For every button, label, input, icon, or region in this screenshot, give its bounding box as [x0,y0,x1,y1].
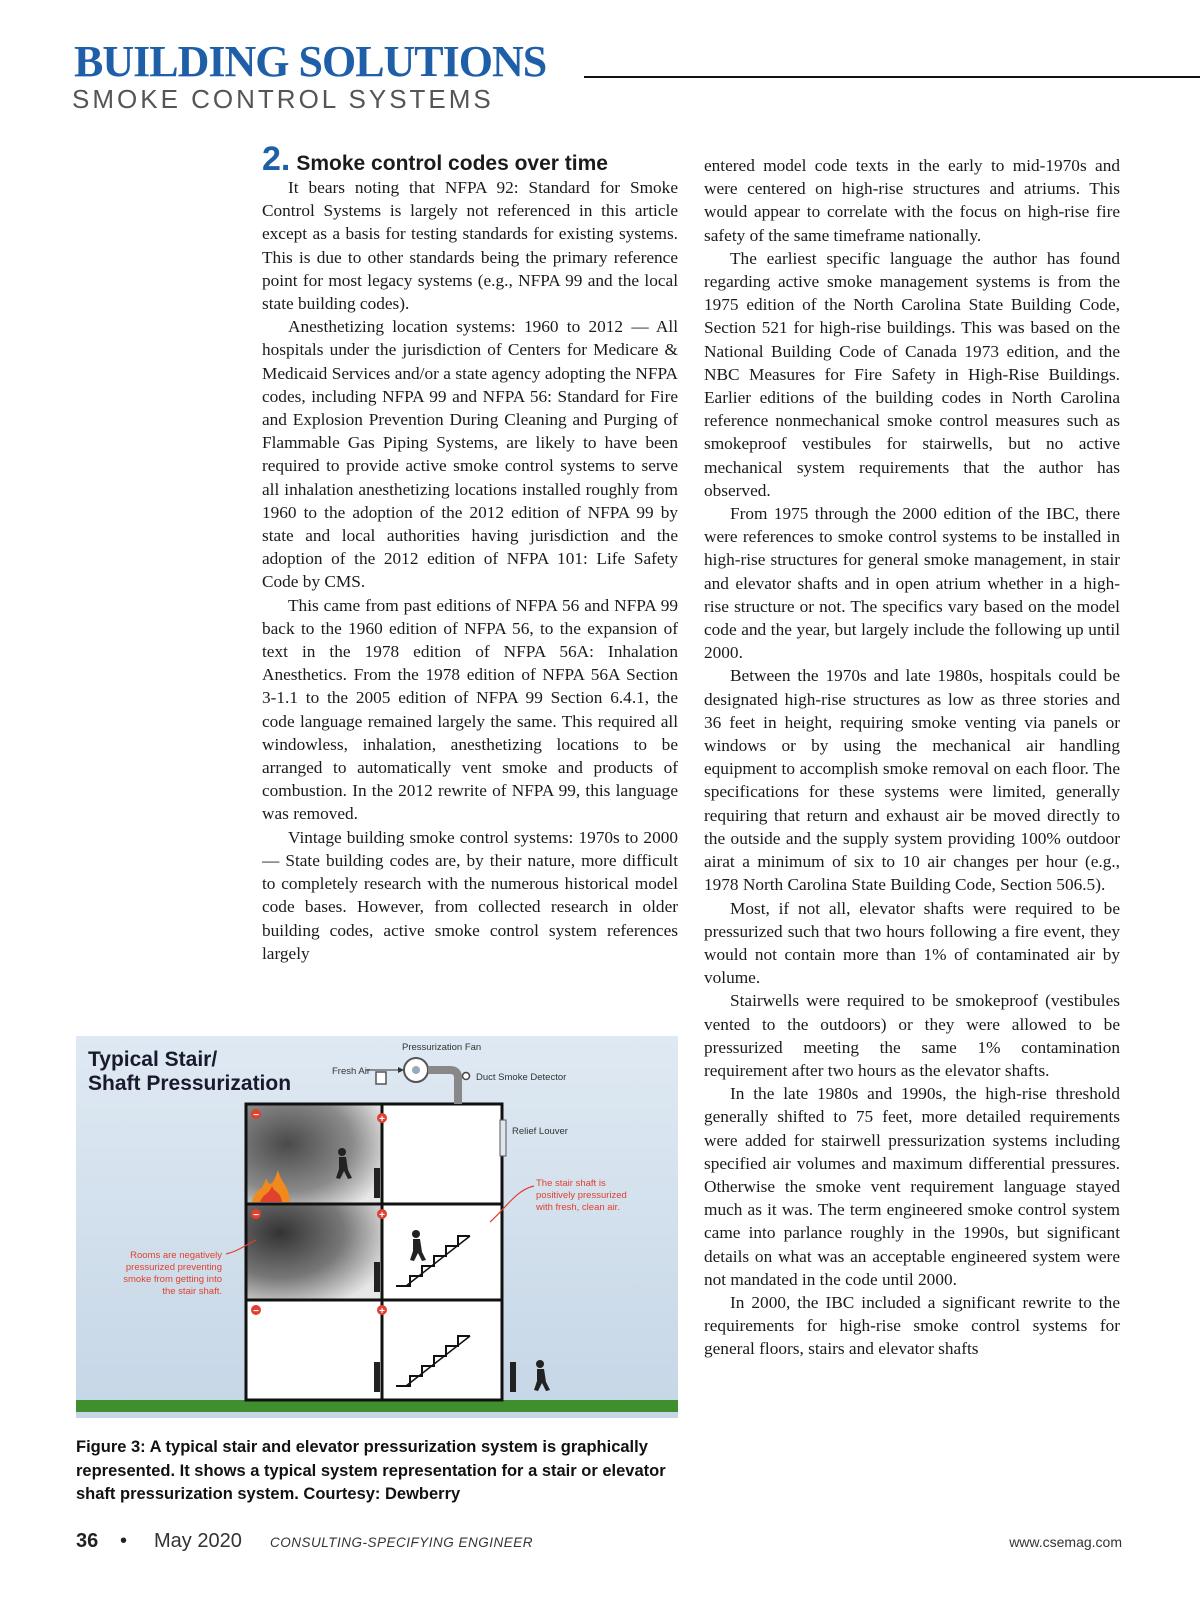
plus-sign: + [379,1210,385,1221]
room-floor-1 [246,1300,382,1400]
publication-name: CONSULTING-SPECIFYING ENGINEER [270,1535,534,1550]
louver-label: Relief Louver [512,1126,568,1137]
room-note-line: pressurized preventing [125,1262,222,1273]
paragraph: This came from past editions of NFPA 56 and NFPA 99 back to the 1960 edition of NFPA 56, to the expansion of text in the 1978 edition of NFPA 56A: Inhalation Anesthetics. From the 1978 edition of NFPA 56A Section 3-1.1 to the 2005 edition of NFPA 99 Section 6.4.1, the code language remained largely the same. This required all windowless, inhalation, anesthetizing locations to be arranged to automatically vent smoke and products of combustion. In the 2012 rewrite of NFPA 99, this language was removed. [262,595,678,824]
room-note-line: smoke from getting into [123,1274,222,1285]
footer-bullet: • [120,1530,128,1552]
stair-note-line: The stair shaft is [536,1178,606,1189]
paragraph: In 2000, the IBC included a significant rewrite to the requirements for high-rise smoke control systems for general floors, stairs and elevator shafts [704,1292,1120,1359]
paragraph: Stairwells were required to be smokeproof (vestibules vented to the outdoors) or they were allowed to be pressurized meeting the same 1% contamination requirement after two hours as the elevator shafts. [704,991,1120,1080]
room-floor-2 [246,1204,382,1300]
pressurization-diagram [76,1036,678,1418]
page-number: 36 [76,1530,99,1552]
minus-sign: − [253,1306,259,1317]
paragraph: Between the 1970s and late 1980s, hospitals could be designated high-rise structures as low as three stories and 36 feet in height, requiring smoke venting via panels or windows or by using the mechanical air handling equipment to accomplish smoke removal on each floor. The specifications for these systems were limited, generally requiring that return and exhaust air be moved directly to the outside and the supply system providing 100% outdoor airat a minimum of six to 10 air changes per hour (e.g., 1978 North Carolina State Building Code, Section 506.5). [704,666,1120,895]
paragraph: Anesthetizing location systems: 1960 to 2012 — All hospitals under the jurisdiction of Centers for Medicare & Medicaid Services and/or a state agency adopting the NFPA codes, including NFPA 99 and NFPA 56: Standard for Fire and Explosion Prevention During Cleaning and Purging of Flammable Gas Piping Systems, are likely to have been required to provide active smoke control systems to serve all inhalation anesthetizing locations installed roughly from 1960 to the adoption of the 2012 edition of NFPA 99 by state and local authorities having jurisdiction and the adoption of the 2012 edition of NFPA 101: Life Safety Code by CMS. [262,317,678,592]
fresh-air-label: Fresh Air [332,1066,371,1077]
paragraph: The earliest specific language the author has found regarding active smoke management systems is from the 1975 edition of the North Carolina State Building Code, Section 521 for high-rise buildings. This was based on the National Building Code of Canada 1973 edition, and the NBC Measures for Fire Safety in High-Rise Buildings. Earlier editions of the building codes in North Carolina reference nonmechanical smoke control measures such as smokeproof vestibules for stairwells, but no active mechanical system requirements that the author has observed. [704,248,1120,500]
page-footer [76,1530,1122,1556]
section-title: Smoke control codes over time [296,152,608,175]
paragraph: entered model code texts in the early to mid-1970s and were centered on high-rise structures and atriums. This would appear to correlate with the focus on high-rise fire safety of the same timeframe nationally. [704,156,1120,245]
fan-label: Pressurization Fan [402,1042,482,1053]
figure-title-line2: Shaft Pressurization [88,1072,292,1095]
minus-sign: − [253,1110,259,1121]
header-rule [584,76,1200,78]
header-title: BUILDING SOLUTIONS [74,37,547,86]
paragraph: It bears noting that NFPA 92: Standard for Smoke Control Systems is largely not referenced in this article except as a basis for testing standards for existing systems. This is due to other standards being the primary reference point for most legacy systems (e.g., NFPA 99 and the local state building codes). [262,178,678,314]
paragraph: Most, if not all, elevator shafts were required to be pressurized such that two hours following a fire event, they would not contain more than 1% of contaminated air by volume. [704,898,1120,988]
header-subtitle: SMOKE CONTROL SYSTEMS [72,84,494,114]
room-note-line: the stair shaft. [162,1286,222,1297]
section-heading [262,142,608,176]
plus-sign: + [379,1306,385,1317]
ground-strip [76,1400,678,1412]
paragraph: Vintage building smoke control systems: 1970s to 2000 — State building codes are, by their nature, more difficult to completely research with the numerous historical model code bases. However, from collected research in older building codes, active smoke control system references largely [262,827,678,963]
stair-note-line: with fresh, clean air. [536,1202,620,1213]
paragraph: In the late 1980s and 1990s, the high-rise threshold generally shifted to 75 feet, more detailed requirements were added for stairwell pressurization systems including specified air volumes and maximum differential pressures. Otherwise the smoke vent requirement language stayed much as it was. The term engineered smoke control system came into parlance roughly in the 1990s, but significant details on what was an acceptable engineered system were not mandated in the code until 2000. [704,1084,1120,1289]
section-number: 2. [262,140,291,178]
issue-date: May 2020 [154,1530,242,1552]
article-column-1 [262,176,678,1018]
figure-title-line1: Typical Stair/ [88,1048,218,1071]
stair-note-line: positively pressurized [536,1190,627,1201]
room-note-line: Rooms are negatively [130,1250,222,1261]
detector-label: Duct Smoke Detector [476,1072,567,1083]
minus-sign: − [253,1210,259,1221]
article-column-2 [704,154,1120,1516]
website-url: www.csemag.com [1009,1534,1122,1550]
person-icon [534,1360,550,1391]
detector-icon [463,1073,470,1080]
plus-sign: + [379,1114,385,1125]
paragraph: From 1975 through the 2000 edition of the IBC, there were references to smoke control systems to be installed in high-rise structures for general smoke management, in stair and elevator shafts and in open atrium whether in a high-rise structure or not. The specifics vary based on the model code and the year, but largely include the following up until 2000. [704,504,1120,663]
relief-louver-icon [500,1120,506,1156]
pressurization-figure [76,1036,678,1418]
figure-caption: Figure 3: A typical stair and elevator pressurization system is graphically represented. It shows a typical system representation for a stair or elevator shaft pressurization system. Courtesy: Dewberry [76,1438,666,1503]
